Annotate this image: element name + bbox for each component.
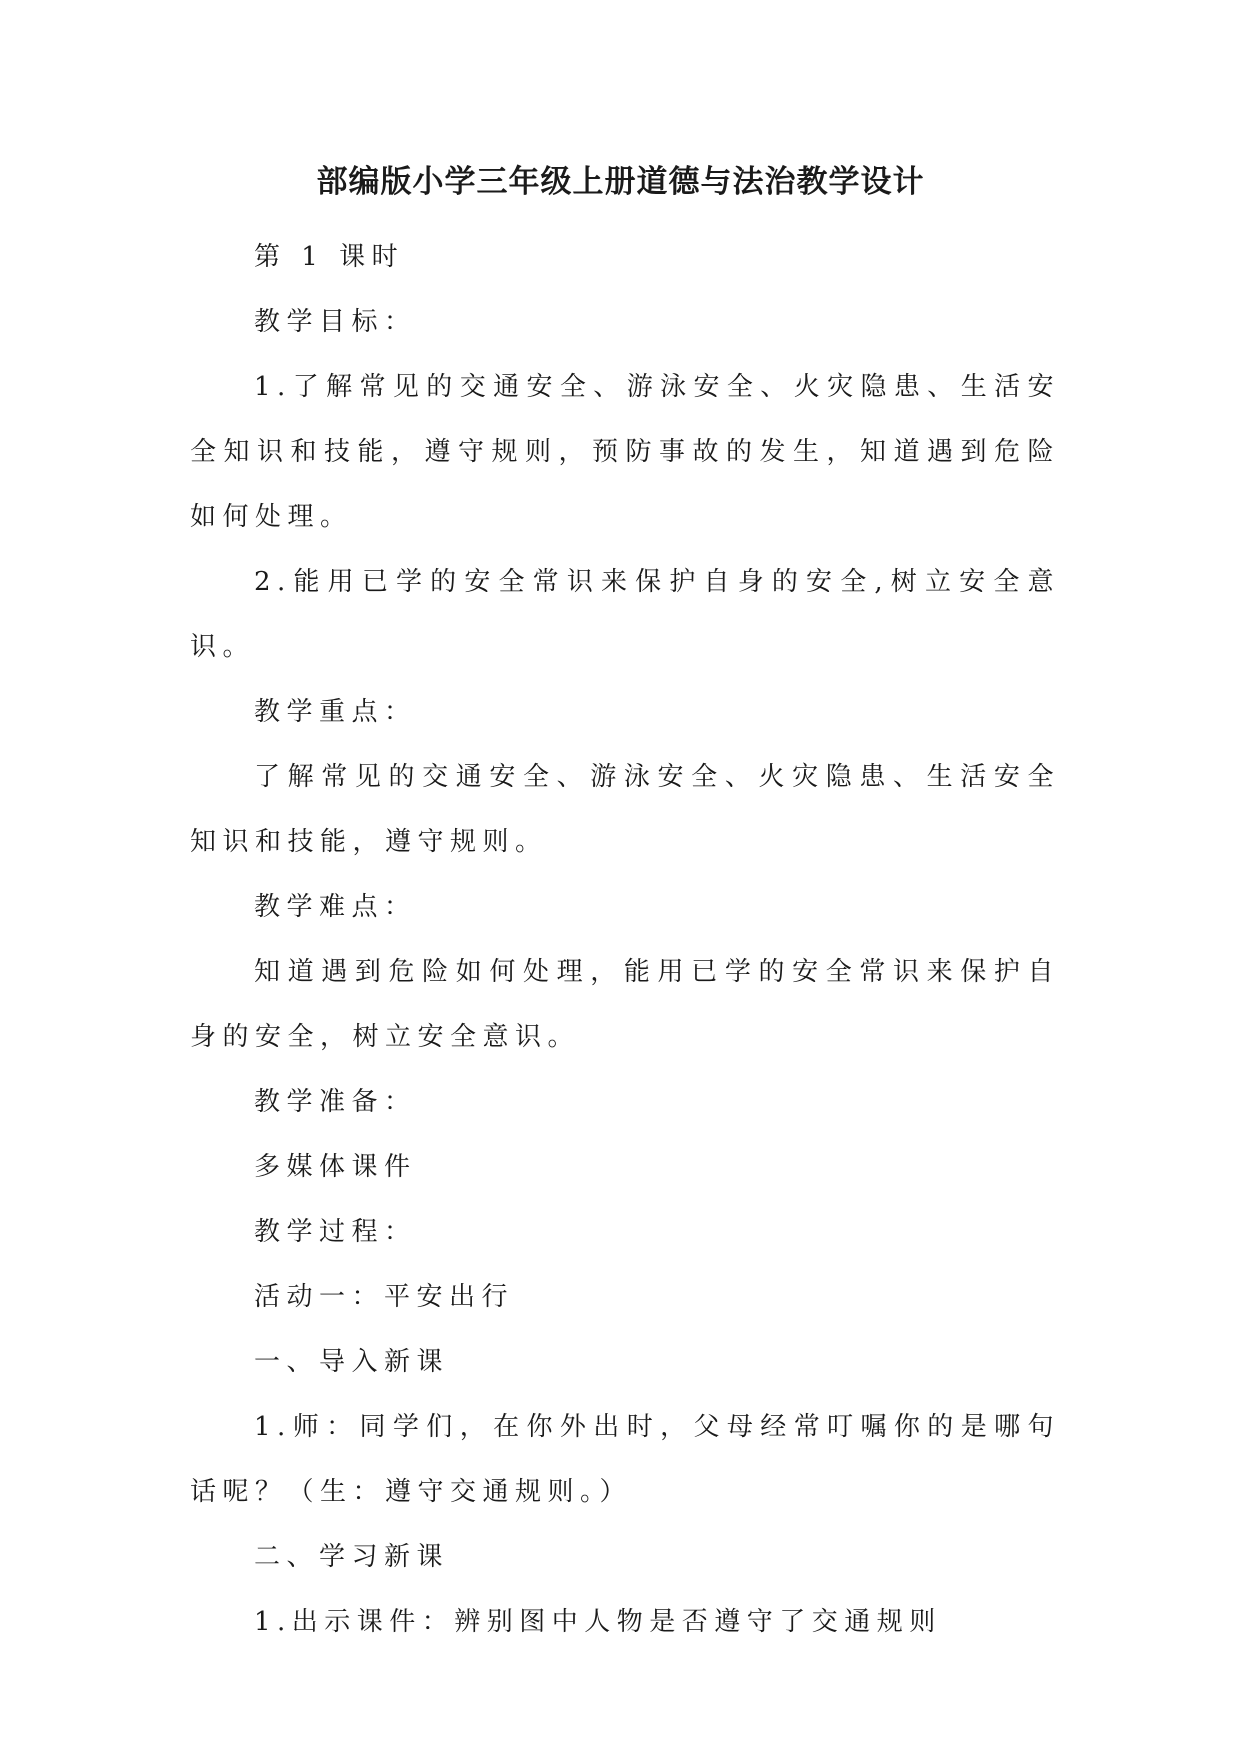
heading-difficulties: 教学难点： [254, 892, 417, 922]
objective-2: 2.能用已学的安全常识来保护自身的安全,树立安全意识。 [190, 567, 1060, 662]
difficulties-text: 知道遇到危险如何处理，能用已学的安全常识来保护自身的安全，树立安全意识。 [190, 957, 1060, 1052]
new-lesson-item-1: 1.出示课件：辨别图中人物是否遵守了交通规则 [254, 1607, 942, 1637]
objective-1: 1.了解常见的交通安全、游泳安全、火灾隐患、生活安全知识和技能，遵守规则，预防事故的发生，知道遇到危险如何处理。 [190, 372, 1060, 532]
heading-preparation: 教学准备： [254, 1087, 417, 1117]
section-introduction: 一、导入新课 [254, 1347, 450, 1377]
heading-process: 教学过程： [254, 1217, 417, 1247]
heading-key-points: 教学重点： [254, 697, 417, 727]
activity-one: 活动一：平安出行 [254, 1282, 515, 1312]
section-new-lesson: 二、学习新课 [254, 1542, 450, 1572]
document-body [190, 225, 1060, 1655]
introduction-item-1: 1.师：同学们，在你外出时，父母经常叮嘱你的是哪句话呢？（生：遵守交通规则。） [190, 1412, 1060, 1507]
document-title: 部编版小学三年级上册道德与法治教学设计 [316, 164, 925, 200]
lesson-number: 第 1 课时 [254, 242, 405, 272]
key-points-text: 了解常见的交通安全、游泳安全、火灾隐患、生活安全知识和技能，遵守规则。 [190, 762, 1060, 857]
heading-teaching-objectives: 教学目标： [254, 307, 417, 337]
preparation-text: 多媒体课件 [254, 1152, 417, 1182]
